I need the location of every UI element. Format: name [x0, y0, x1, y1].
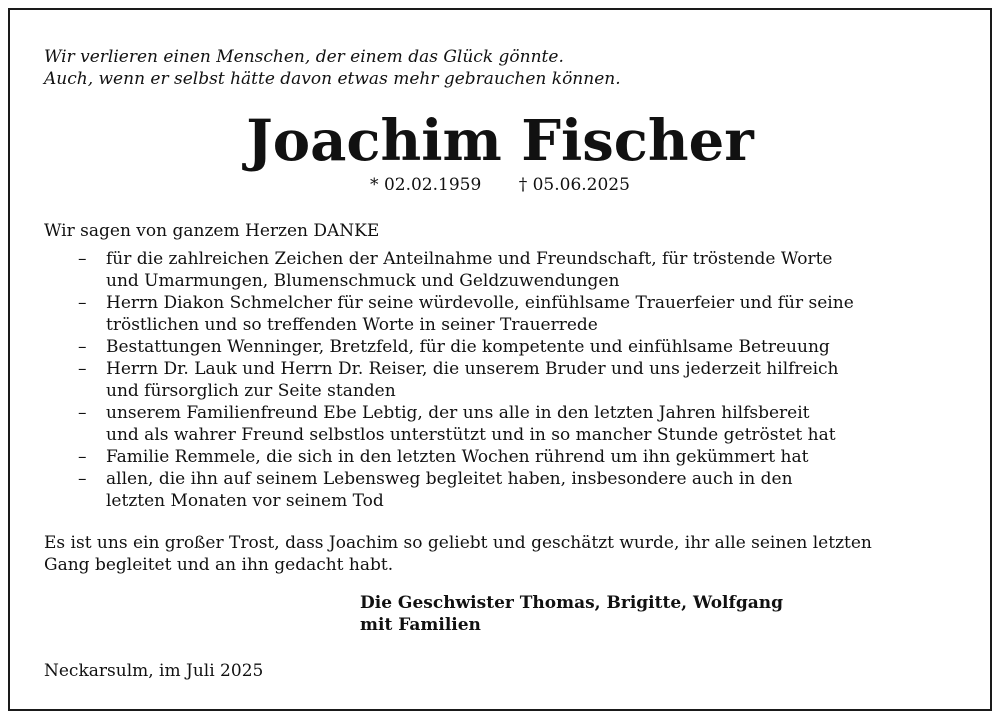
list-item-line: letzten Monaten vor seinem Tod: [106, 491, 384, 511]
list-item-line: und als wahrer Freund selbstlos unterstützt und in so mancher Stunde getröstet hat: [106, 425, 836, 445]
list-item-line: allen, die ihn auf seinem Lebensweg begleitet haben, insbesondere auch in den: [106, 469, 793, 489]
list-item: [78, 358, 958, 402]
list-item-line: unserem Familienfreund Ebe Lebtig, der uns alle in den letzten Jahren hilfsbereit: [106, 403, 810, 423]
dash-bullet: –: [78, 249, 87, 269]
dash-bullet: –: [78, 293, 87, 313]
list-item-line: für die zahlreichen Zeichen der Anteilnahme und Freundschaft, für tröstende Worte: [106, 249, 833, 269]
birth-date: * 02.02.1959: [370, 175, 482, 195]
death-date: † 05.06.2025: [518, 175, 630, 195]
closing-line-2: Gang begleitet und an ihn gedacht habt.: [44, 555, 394, 575]
closing-line-1: Es ist uns ein großer Trost, dass Joachim so geliebt und geschätzt wurde, ihr alle seinen letzten: [44, 533, 872, 553]
list-item-line: Herrn Dr. Lauk und Herrn Dr. Reiser, die unserem Bruder und uns jederzeit hilfreich: [106, 359, 839, 379]
life-dates: [0, 174, 1000, 196]
dash-bullet: –: [78, 469, 87, 489]
motto-line-1: Wir verlieren einen Menschen, der einem das Glück gönnte.: [44, 47, 564, 67]
list-item: [78, 402, 958, 446]
thanks-intro: Wir sagen von ganzem Herzen DANKE: [44, 221, 380, 241]
signature-line-2: mit Familien: [360, 615, 481, 635]
deceased-name: Joachim Fischer: [246, 108, 754, 174]
motto-quote: [44, 46, 621, 90]
list-item: [78, 468, 958, 512]
list-item-line: Herrn Diakon Schmelcher für seine würdevolle, einfühlsame Trauerfeier und für seine: [106, 293, 854, 313]
list-item-line: und fürsorglich zur Seite standen: [106, 381, 396, 401]
place-and-date: Neckarsulm, im Juli 2025: [44, 661, 264, 681]
thanks-list: [78, 248, 958, 512]
signature-line-1: Die Geschwister Thomas, Brigitte, Wolfgang: [360, 593, 783, 613]
closing-paragraph: [44, 532, 964, 576]
list-item: [78, 248, 958, 292]
dash-bullet: –: [78, 403, 87, 423]
list-item: [78, 336, 958, 358]
motto-line-2: Auch, wenn er selbst hätte davon etwas mehr gebrauchen können.: [44, 69, 621, 89]
list-item-line: Bestattungen Wenninger, Bretzfeld, für die kompetente und einfühlsame Betreuung: [106, 337, 830, 357]
dash-bullet: –: [78, 337, 87, 357]
signature-block: [360, 592, 783, 636]
list-item-line: und Umarmungen, Blumenschmuck und Geldzuwendungen: [106, 271, 620, 291]
list-item-line: Familie Remmele, die sich in den letzten Wochen rührend um ihn gekümmert hat: [106, 447, 809, 467]
list-item-line: tröstlichen und so treffenden Worte in seiner Trauerrede: [106, 315, 598, 335]
dash-bullet: –: [78, 447, 87, 467]
list-item: [78, 292, 958, 336]
dash-bullet: –: [78, 359, 87, 379]
list-item: [78, 446, 958, 468]
